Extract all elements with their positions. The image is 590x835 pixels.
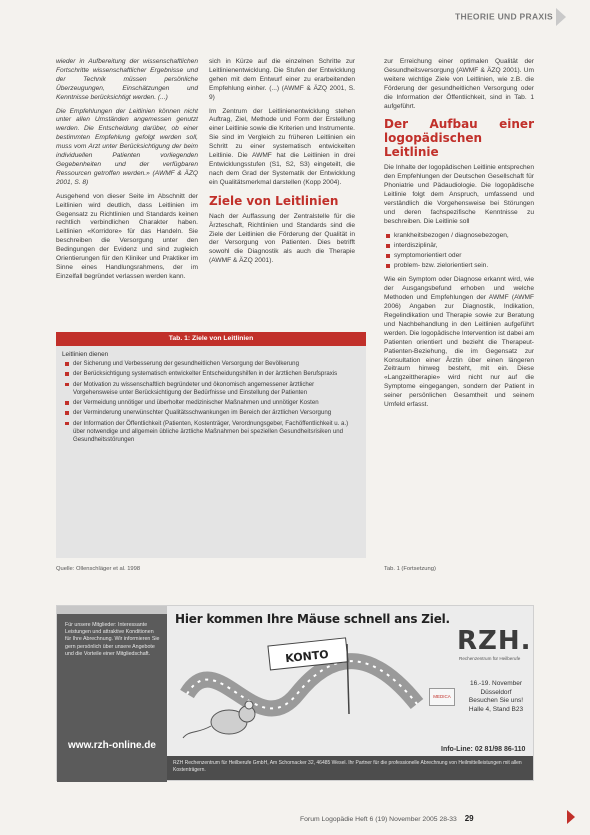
- body-paragraph: sich in Kürze auf die einzelnen Schritte zur Leitlinienentwicklung. Die Stufen der Entwicklung gehen mit dem Entwurf einer zu erarbeitenden Empfehlung einher. (...) (AWMF & ÄZQ 2001, S. 9): [209, 58, 355, 101]
- column-1: [56, 58, 198, 287]
- section-heading-ziele: Ziele von Leitlinien: [209, 193, 339, 208]
- section-heading-aufbau: Der Aufbau einer logopädischen Leitlinie: [384, 117, 534, 160]
- event-visit: Besuchen Sie uns!: [468, 697, 524, 704]
- rzh-subtitle: Rechenzentrum für Heilberufe: [459, 656, 521, 661]
- table-item: der Motivation zu wissenschaftlich begründeter und ökonomisch angemessener ärztlicher Vorgehensweise unter Berücksichtigung der Bedürfnisse und Einstellung der Patienten: [64, 381, 358, 398]
- mouse-race-illustration: [177, 634, 427, 754]
- body-paragraph: Ausgehend von dieser Seite im Abschnitt der Leitlinien wird deutlich, dass Leitlinien im Gegensatz zu Richtlinien und Standards keinen rechtlich verbindlichen Charakter haben. Leitlinien «Korridore» für das Handeln. Sie beschreiben die Versorgung unter den Bedingungen der Evidenz und sind zugleich Orientierungen für den Kliniker und Praktiker im Sinne eines Handlungsrahmens, der im Einzelfall begründet verlassen werden kann.: [56, 192, 198, 280]
- table-continued-note: Tab. 1 (Fortsetzung): [384, 566, 436, 572]
- table-intro: Leitlinien dienen: [62, 351, 109, 358]
- table-list: [56, 360, 366, 445]
- event-hall: Halle 4, Stand B23: [468, 705, 524, 713]
- section-tag: THEORIE UND PRAXIS: [455, 8, 566, 26]
- ad-left-panel: [57, 606, 167, 782]
- page-number: 29: [464, 814, 474, 823]
- list-item: symptomorientiert oder: [384, 252, 534, 261]
- goals-table: [56, 332, 366, 558]
- next-page-arrow-icon: [567, 810, 575, 824]
- ad-headline: Hier kommen Ihre Mäuse schnell ans Ziel.: [175, 612, 450, 626]
- konto-label: KONTO: [284, 647, 330, 666]
- table-source: Quelle: Ollenschläger et al. 1998: [56, 566, 141, 572]
- fair-badge: MEDICA: [429, 688, 455, 706]
- page-range: 28-33: [439, 816, 457, 823]
- table-item: der Verminderung unerwünschter Qualitätsschwankungen im Bereich der ärztlichen Versorgung: [64, 409, 358, 417]
- list-item: interdisziplinär,: [384, 242, 534, 251]
- list-item: krankheitsbezogen / diagnosebezogen,: [384, 232, 534, 241]
- body-paragraph: Nach der Auffassung der Zentralstelle für die Ärzteschaft, Richtlinien und Standards sind die Ziele der Leitlinien die Förderung der Qualität in der Versorgung von Patienten. Dies betrifft sowohl die Diagnostik als auch die Therapie (AWMF & ÄZQ 2001).: [209, 212, 355, 265]
- ad-left-text: Für unsere Mitglieder: Interessante Leistungen und attraktive Konditionen für Ihre Abrechnung. Wir informieren Sie gern persönlich über unsere Angebote und die Vorteile einer Mitgliedschaft.: [65, 622, 160, 657]
- column-2: [209, 58, 355, 271]
- journal-name: Forum Logopädie: [300, 816, 354, 823]
- track-ribbon: [187, 661, 417, 708]
- event-city: Düsseldorf: [480, 688, 512, 696]
- bullet-list: [384, 232, 534, 271]
- issue-date: November 2005: [389, 816, 438, 823]
- table-item: der Information der Öffentlichkeit (Patienten, Kostenträger, Verordnungsgeber, Fachöffentlichkeit u. a.) über notwendige und allgemein übliche ärztliche Maßnahmen bei speziellen Gesundheitsrisiken und Gesundheitsstörungen: [64, 420, 358, 445]
- info-line: Info-Line: 02 81/98 86-110: [441, 746, 526, 753]
- ad-footer: RZH Rechenzentrum für Heilberufe GmbH, Am Schornacker 32, 46485 Wesel. Ihr Partner für die professionelle Abrechnung von Heilmittelleistungen mit allen Kostenträgern.: [167, 756, 533, 780]
- body-paragraph: zur Erreichung einer optimalen Qualität der Gesundheitsversorgung (AWMF & ÄZQ 2001). Um weitere wichtige Ziele von Leitlinien, wie z.B. die Förderung der gesundheitlichen Versorgung oder die Information der Öffentlichkeit, sind in Tab. 1 aufgeführt.: [384, 58, 534, 110]
- event-info: [461, 680, 531, 714]
- ad-url-link[interactable]: www.rzh-online.de: [68, 740, 156, 751]
- quote-paragraph-1: wieder in Aufbereitung der wissenschaftlichen Fortschritte wissenschaftlicher Ergebnisse und der Technik müssen persönliche Überzeugungen, Einschätzungen und Kenntnisse berücksichtigt werden. (...): [56, 58, 198, 101]
- body-paragraph: Im Zentrum der Leitlinienentwicklung stehen Auftrag, Ziel, Methode und Form der Erstellung einer Leitlinie sowie die Kriterien und Instrumente. Sie sind im Vergleich zu früheren Leitlinien ein Schritt zu einer systematisch entwickelten Leitlinie. Die AWMF hat die Leitlinien in drei Entwicklungsstufen (S1, S2, S3) eingeteilt, die nach dem Grad der Systematik der Entwicklung ein Qualitätsmerkmal darstellen (Kopp 2004).: [209, 107, 355, 186]
- page-footer: [300, 814, 570, 823]
- table-item: der Sicherung und Verbesserung der gesundheitlichen Versorgung der Bevölkerung: [64, 360, 358, 368]
- issue: Heft 6 (19): [355, 816, 388, 823]
- rzh-logo: RZH.: [457, 626, 532, 656]
- ad-left-strip: [57, 606, 167, 614]
- list-item: problem- bzw. zielorientiert sein.: [384, 262, 534, 271]
- body-paragraph: Die Inhalte der logopädischen Leitlinie entsprechen den Empfehlungen der Deutschen Gesellschaft für Phoniatrie und Pädaudiologie. Die logopädische Leitlinie folgt dem Anspruch, umfassend und verständlich die Vorgehensweise bei Störungen und deren fachspezifische Kenntnisse zu beschreiben. Die Leitlinie soll: [384, 164, 534, 225]
- advertisement[interactable]: [56, 605, 534, 781]
- column-3: [384, 58, 534, 415]
- table-item: der Berücksichtigung systematisch entwickelter Entscheidungshilfen in der ärztlichen Berufspraxis: [64, 370, 358, 378]
- table-title: Tab. 1: Ziele von Leitlinien: [56, 332, 366, 346]
- quote-paragraph-2: Die Empfehlungen der Leitlinien können nicht unter allen Umständen angemessen genutzt werden. Die Entscheidung darüber, ob einer bestimmten Empfehlung gefolgt werden soll, muss vom Arzt unter Berücksichtigung der beim individuellen Patienten vorliegenden Gegebenheiten und der verfügbaren Ressourcen getroffen werden.» (AWMF & ÄZQ 2001, S. 8): [56, 107, 198, 186]
- mouse-ear: [245, 701, 253, 709]
- body-paragraph: Wie ein Symptom oder Diagnose erkannt wird, wie der Ausgangsbefund erhoben und welche Methoden und Empfehlungen der AWMF (AWMF 2006) Angaben zur Diagnostik, Indikation, Regelindikation und Therapie sowie zur Beratung und Nachbehandlung in den Leitlinien aufgeführt werden. Die logopädische Intervention ist dabei am Patienten orientiert und bezieht die Therapeut-Patienten-Beziehung, die im Gegensatz zur Konsultation einer Ärztin über einen längeren Zeitraum hinweg besteht, mit ein. Diese «Langzeittherapie» wird nicht nur auf die Symptome eingegangen, sondern der Patient in seiner persönlichen Gesamtheit und seinem Umfeld erfasst.: [384, 276, 534, 409]
- event-dates: 16.-19. November: [469, 680, 523, 687]
- table-item: der Vermeidung unnötiger und überholter medizinischer Maßnahmen und unnötiger Kosten: [64, 399, 358, 407]
- mouse-tail: [183, 726, 211, 738]
